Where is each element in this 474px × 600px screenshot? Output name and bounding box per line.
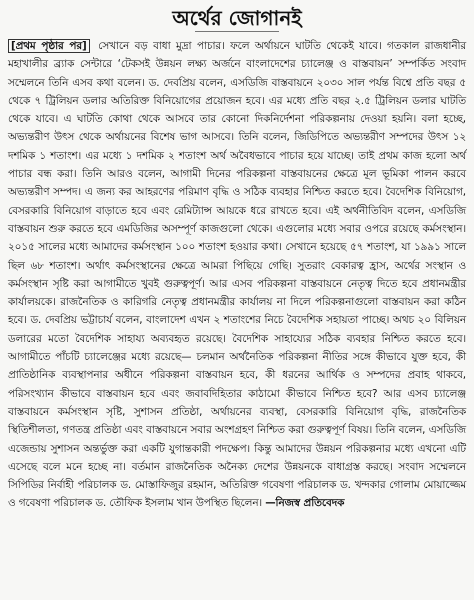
continued-from-front-page-tag: [প্রথম পৃষ্ঠার পর]: [8, 39, 90, 53]
article-body-text: সেখানে বড় বাধা মুদ্রা পাচার। ফলে অর্থায়নে ঘাটতি থেকেই যাবে। গতকাল রাজধানীর মহাখালীর ব্র্যাক সেন্টারে ‘টেকসই উন্নয়ন লক্ষ্য অর্জনে বাংলাদেশের চ্যালেঞ্জ ও বাস্তবায়ন’ সম্পর্কিত সংবাদ সম্মেলনে তিনি এসব কথা বলেন। ড. দেবপ্রিয় বলেন, এসডিজি বাস্তবায়নে ২০৩০ সাল পর্যন্ত বিশ্বে প্রতি বছর ৫ থেকে ৭ ট্রিলিয়ন ডলার অতিরিক্ত বিনিয়োগের প্রয়োজন হবে। এর মধ্যে প্রতি বছর ২.৫ ট্রিলিয়ন ডলার ঘাটতি থেকে যাবে। এ ঘাটতি কোথা থেকে আসবে তার কোনো দিকনির্দেশনা পরিকল্পনায় দেওয়া হয়নি। বলা হচ্ছে, অভ্যন্তরীণ উৎস থেকে অর্থায়নের বিশেষ ভাগ আসবে। তিনি বলেন, জিডিপিতে অভ্যন্তরীণ সম্পদের উৎস ১২ দশমিক ১ শতাংশ। এর মধ্যে ১ দশমিক ২ শতাংশ অর্থ অবৈধভাবে পাচার হয়ে যাচ্ছে। তাই প্রথম কাজ হলো অর্থ পাচার বন্ধ করা। তিনি আরও বলেন, আগামী দিনের পরিকল্পনা বাস্তবায়নের ক্ষেত্রে মূল ভূমিকা পালন করবে অভ্যন্তরীণ সম্পদ। এ জন্য কর আহরণের পরিমাণ বৃদ্ধি ও সঠিক ব্যবহার নিশ্চিত করতে হবে। বৈদেশিক বিনিয়োগ, বেসরকারি বিনিয়োগ বাড়াতে হবে এবং রেমিট্যান্স আয়কে ধরে রাখতে হবে। এই অর্থনীতিবিদ বলেন, এসডিজি বাস্তবায়ন শুরু করতে হবে এমডিজির অসম্পূর্ণ কাজগুলো থেকে। এগুলোর মধ্যে সবার ওপরে রয়েছে কর্মসংস্থান। ২০১৫ সালের মধ্যে আমাদের কর্মসংস্থান ১০০ শতাংশ হওয়ার কথা। সেখানে হয়েছে ৫৭ শতাংশ, যা ১৯৯১ সালে ছিল ৬৮ শতাংশ। অর্থাৎ কর্মসংস্থানের ক্ষেত্রে আমরা পিছিয়ে গেছি। সুতরাং বেকারত্ব হ্রাস, অর্থের সংস্থান ও কর্মসংস্থান সৃষ্টি করা আগামীতে খুবই গুরুত্বপূর্ণ। আর এসব পরিকল্পনা বাস্তবায়নে নেতৃত্ব দিতে হবে প্রধানমন্ত্রীর কার্যালয়কে। রাজনৈতিক ও কারিগরি নেতৃত্ব প্রধানমন্ত্রীর কার্যালয় না দিলে পরিকল্পনাগুলো বাস্তবায়ন করা কঠিন হবে। ড. দেবপ্রিয় ভট্টাচার্য বলেন, বাংলাদেশ এখন ২ শতাংশের নিচে বৈদেশিক সহায়তা পাচ্ছে। অথচ ২০ বিলিয়ন ডলারের মতো বৈদেশিক সাহায্য অব্যবহৃত রয়েছে। বৈদেশিক সাহায্যের সঠিক ব্যবহার নিশ্চিত করতে হবে। আগামীতে পাঁচটি চ্যালেঞ্জের মধ্যে রয়েছে— চলমান অর্থনৈতিক পরিকল্পনা নীতির সঙ্গে কীভাবে যুক্ত হবে, কী প্রাতিষ্ঠানিক ব্যবস্থাপনার অধীনে পরিকল্পনা বাস্তবায়ন হবে, কী ধরনের আর্থিক ও সম্পদের প্রবাহ থাকবে, পরিসংখ্যান কীভাবে বাস্তবায়ন হবে এবং জবাবদিহিতার কাঠামো কীভাবে নিশ্চিত হবে? আর এসব চ্যালেঞ্জ বাস্তবায়নে কর্মসংস্থান সৃষ্টি, সুশাসন প্রতিষ্ঠা, অর্থায়নের ব্যবস্থা, বেসরকারি বিনিয়োগ বৃদ্ধি, রাজনৈতিক স্থিতিশীলতা, গণতন্ত্র প্রতিষ্ঠা এবং বাস্তবায়নে সবার অংশগ্রহণ নিশ্চিত করা গুরুত্বপূর্ণ বিষয়। তিনি বলেন, এসডিজি এজেন্ডায় সুশাসন অন্তর্ভুক্ত করা একটি যুগান্তকারী পদক্ষেপ। কিন্তু আমাদের উন্নয়ন পরিকল্পনার মধ্যে এখনো এটি এসেছে বলে মনে হচ্ছে না। বর্তমান রাজনৈতিক অনৈক্য দেশের উন্নয়নকে বাধাগ্রস্ত করছে। সংবাদ সম্মেলনে সিপিডির নির্বাহী পরিচালক ড. মোস্তাফিজুর রহমান, অতিরিক্ত গবেষণা পরিচালক ড. খন্দকার গোলাম মোয়াজ্জেম ও গবেষণা পরিচালক ড. তৌফিক ইসলাম খান উপস্থিত ছিলেন।: [8, 40, 467, 510]
article-body: [8, 37, 466, 513]
article-byline: —নিজস্ব প্রতিবেদক: [265, 497, 345, 510]
article-headline: অর্থের জোগানই: [172, 6, 302, 30]
headline-underline: [195, 31, 279, 32]
